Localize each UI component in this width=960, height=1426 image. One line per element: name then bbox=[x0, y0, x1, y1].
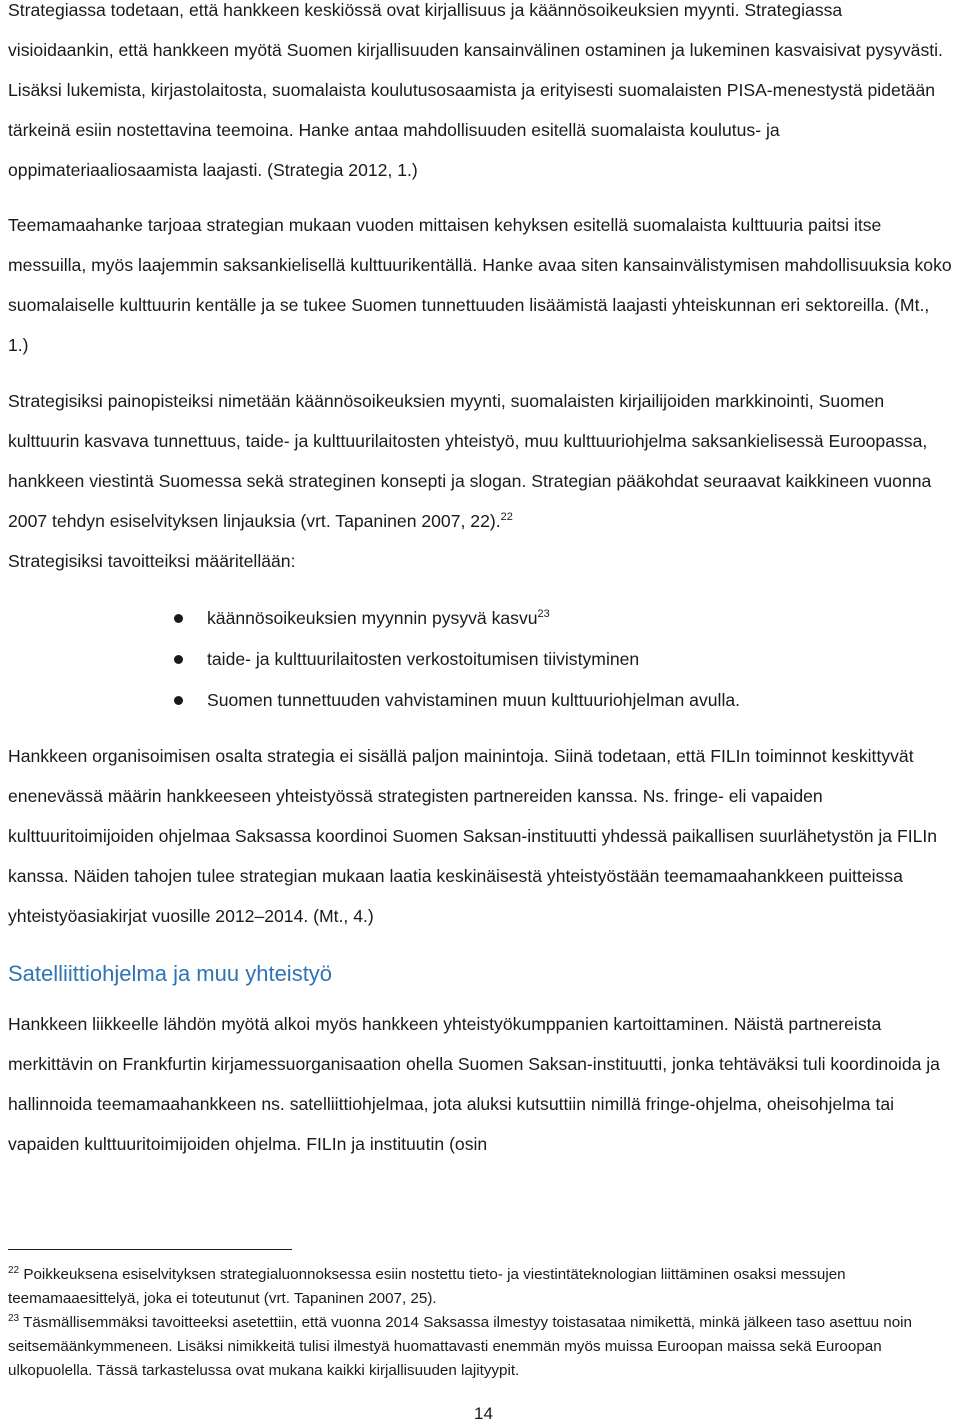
list-item-text: Suomen tunnettuuden vahvistaminen muun kulttuuriohjelman avulla. bbox=[207, 690, 741, 710]
paragraph-strategic-priorities bbox=[8, 381, 952, 581]
footnote-23 bbox=[8, 1311, 952, 1383]
footnote-text: Täsmällisemmäksi tavoitteeksi asetettiin, että vuonna 2014 Saksassa ilmestyy toistasataa nimikettä, minkä jälkeen taso asettuu noin seitsemäänkymmeneen. Lisäksi nimikkeitä tulisi ilmestyä huomattavasti enemmän myös muissa Euroopan maissa sekä Euroopan ulkopuolella. Tässä tarkastelussa ovat mukana kaikki kirjallisuuden lajityypit. bbox=[8, 1314, 912, 1379]
paragraph-strategic-goals-lead: Strategisiksi tavoitteiksi määritellään: bbox=[8, 551, 296, 571]
list-item bbox=[8, 639, 952, 680]
footnotes bbox=[8, 1263, 952, 1383]
list-item-text: käännösoikeuksien myynnin pysyvä kasvu bbox=[207, 608, 538, 628]
paragraph-strategy-focus: Strategiassa todetaan, että hankkeen keskiössä ovat kirjallisuus ja käännösoikeuksien myynti. Strategiassa visioidaankin, että hankkeen myötä Suomen kirjallisuuden kansainvälinen ostaminen ja lukeminen kasvaisivat pysyvästi. Lisäksi lukemista, kirjastolaitosta, suomalaista koulutusosaamista ja erityisesti suomalaisten PISA-menestystä pidetään tärkeinä esiin nostettavina teemoina. Hanke antaa mahdollisuuden esitellä suomalaista koulutus- ja oppimateriaaliosaamista laajasti. (Strategia 2012, 1.) bbox=[8, 0, 943, 180]
bullet-icon bbox=[174, 614, 183, 623]
list-item-text: taide- ja kulttuurilaitosten verkostoitumisen tiivistyminen bbox=[207, 649, 640, 669]
bullet-icon bbox=[174, 655, 183, 664]
paragraph-satellite-programme: Hankkeen liikkeelle lähdön myötä alkoi myös hankkeen yhteistyökumppanien kartoittaminen. Näistä partnereista merkittävin on Frankfurtin kirjamessuorganisaation ohella Suomen Saksan-instituutti, jonka tehtäväksi tuli koordinoida ja hallinnoida teemamaahankkeen ns. satelliittiohjelmaa, jota aluksi kutsuttiin nimillä fringe-ohjelma, oheisohjelma tai vapaiden kulttuuritoimijoiden ohjelma. FILIn ja instituutin (osin bbox=[8, 1014, 940, 1154]
bullet-icon bbox=[174, 696, 183, 705]
footnote-number: 23 bbox=[8, 1313, 20, 1324]
paragraph-organisation: Hankkeen organisoimisen osalta strategia ei sisällä paljon mainintoja. Siinä todetaan, että FILIn toiminnot keskittyvät enenevässä määrin hankkeeseen yhteistyössä strategisten partnereiden kanssa. Ns. fringe- eli vapaiden kulttuuritoimijoiden ohjelmaa Saksassa koordinoi Suomen Saksan-instituutti yhdessä paikallisen suurlähetystön ja FILIn kanssa. Näiden tahojen tulee strategian mukaan laatia keskinäisestä yhteistyöstään teemamaahankkeen puitteissa yhteistyöasiakirjat vuosille 2012–2014. (Mt., 4.) bbox=[8, 746, 938, 926]
footnote-ref-23[interactable]: 23 bbox=[537, 608, 550, 620]
footnote-ref-22[interactable]: 22 bbox=[500, 511, 513, 523]
paragraph-strategic-priorities-text: Strategisiksi painopisteiksi nimetään käännösoikeuksien myynti, suomalaisten kirjailijoiden markkinointi, Suomen kulttuurin kasvava tunnettuus, taide- ja kulttuurilaitosten yhteistyö, muu kulttuuriohjelma saksankielisessä Euroopassa, hankkeen viestintä Suomessa sekä strateginen konsepti ja slogan. Strategian pääkohdat seuraavat kaikkineen vuonna 2007 tehdyn esiselvityksen linjauksia (vrt. Tapaninen 2007, 22). bbox=[8, 391, 932, 531]
paragraph-theme-country-project: Teemamaahanke tarjoaa strategian mukaan vuoden mittaisen kehyksen esitellä suomalaista kulttuuria paitsi itse messuilla, myös laajemmin saksankielisellä kulttuurikentällä. Hanke avaa siten kansainvälistymisen mahdollisuuksia koko suomalaiselle kulttuurin kentälle ja se tukee Suomen tunnettuuden lisäämistä laajasti yhteiskunnan eri sektoreilla. (Mt., 1.) bbox=[8, 215, 952, 355]
list-item bbox=[8, 680, 952, 721]
strategic-goals-list bbox=[8, 598, 952, 721]
footnote-divider bbox=[8, 1249, 292, 1250]
footnote-number: 22 bbox=[8, 1265, 20, 1276]
page-number: 14 bbox=[474, 1404, 493, 1423]
list-item bbox=[8, 598, 952, 639]
footnote-text: Poikkeuksena esiselvityksen strategialuonnoksessa esiin nostettu tieto- ja viestintäteknologian liittäminen osaksi messujen teemamaaesittelyä, joka ei toteutunut (vrt. Tapaninen 2007, 25). bbox=[8, 1266, 846, 1307]
section-heading: Satelliittiohjelma ja muu yhteistyö bbox=[8, 961, 333, 986]
footnote-22 bbox=[8, 1263, 952, 1311]
